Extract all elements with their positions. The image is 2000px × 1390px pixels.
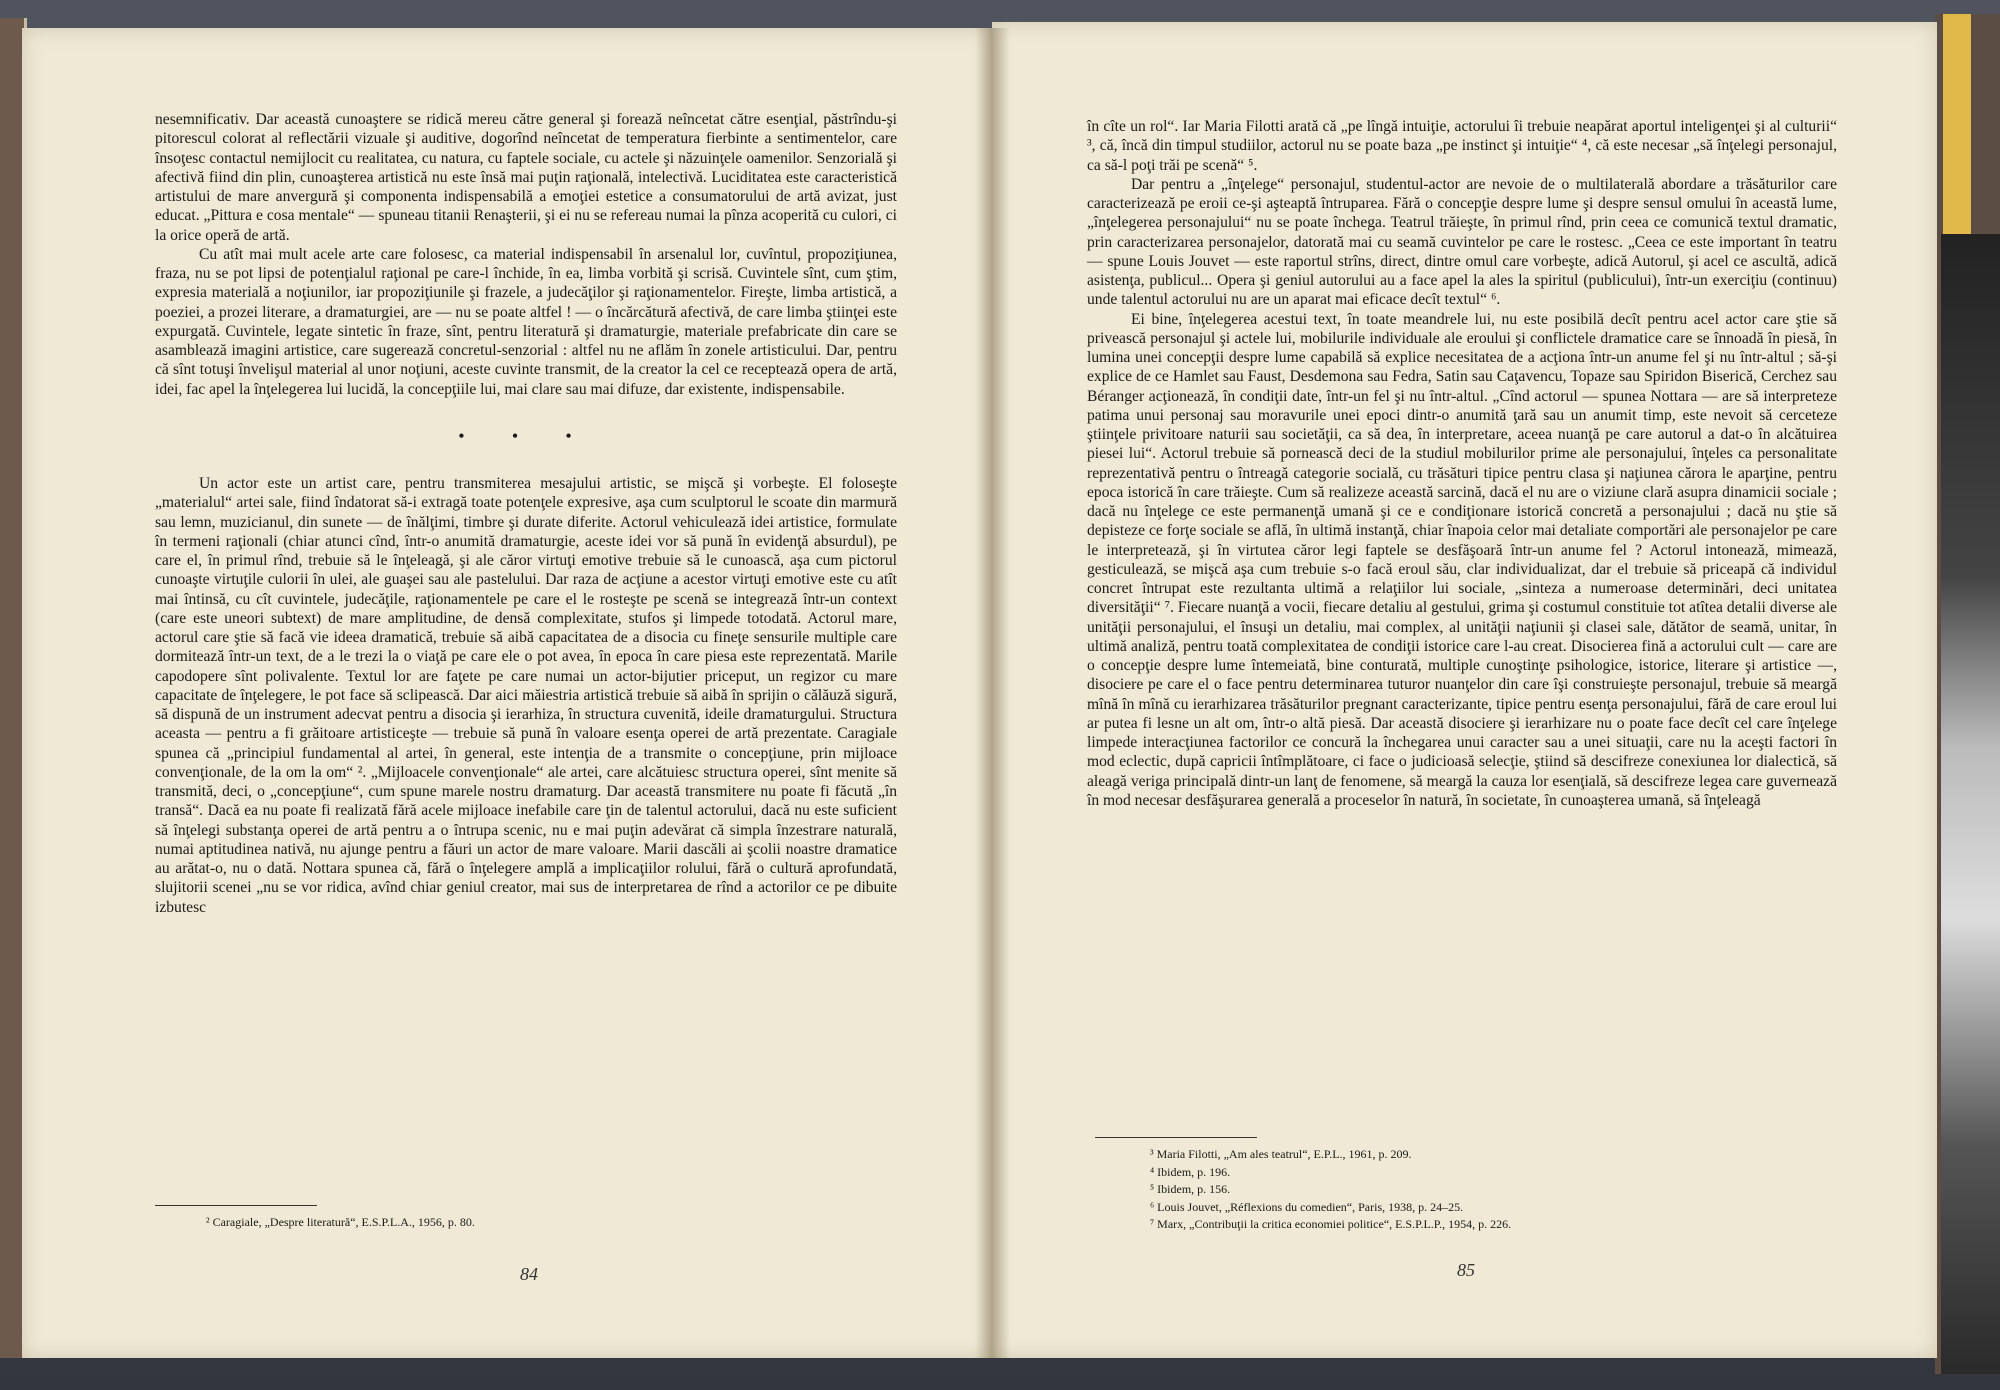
section-separator: • • • xyxy=(458,427,594,445)
footnote-5: ⁵ Ibidem, p. 156. xyxy=(1150,1182,1231,1196)
right-page-number: 85 xyxy=(1457,1260,1475,1280)
left-page-number: 84 xyxy=(520,1264,538,1284)
left-footnote-rule xyxy=(155,1205,317,1206)
left-paragraph-3: Un actor este un artist care, pentru transmiterea mesajului artistic, se mişcă şi vorbeşte. El foloseşte „materialul“ artei sale, fiind îndatorat să-i extragă toate potenţele expresive, aşa cum sculptorul le scoate din marmură sau lemn, muzicianul, din sunete — de înălţimi, timbre şi durate diferite. Actorul vehiculează idei artistice, formulate în termeni raţionali (chiar atunci cînd, într-o anumită dramaturgie, aceste idei vor să pună în evidenţă absurdul), pe care el, în primul rînd, trebuie să le înţeleagă, şi ale căror virtuţi emotive trebuie să le cunoască, aşa cum pictorul cunoaşte virtuţile culorii în ulei, ale guaşei sau ale pastelului. Dar raza de acţiune a acestor virtuţi emotive este cu atît mai întinsă, cu cît cuvintele, judecăţile, raţionamentele pe care el le rosteşte pe scenă se integrează într-un context (care este uneori subtext) de mare amplitudine, de densă complexitate, stufos şi limpede totodată. Actorul mare, actorul care ştie să facă vie ideea dramatică, trebuie să aibă capacitatea de a disocia cu fineţe sensurile multiple care dormitează într-un text, de a le trezi la o viaţă pe care ele o pot avea, în epoca în care piesa este reprezentată. Marile capodopere sînt polivalente. Textul lor are faţete pe care numai un actor-bijutier priceput, un regizor cu mare capacitate de înţelegere, le pot face să sclipească. Dar aici măiestria artistică trebuie să aibă în sprijin o călăuză sigură, să dispună de un instrument adecvat pentru a disocia şi ierarhiza, în structura cuvenită, ideile dramaturgului. Structura aceasta — pentru a fi grăitoare artisticeşte — trebuie să pună în valoare esenţa operei de artă prezentate. Caragiale spunea că „principiul fundamental al artei, în general, este intenţia de a transmite o concepţiune, prin mijloace convenţionale, de la om la om“ ². „Mijloacele convenţionale“ ale artei, care alcătuiesc structura operei, sînt menite să transmită, deci, o „concepţiune“, cum spune marele nostru dramaturg. Dar această transmitere nu poate fi făcută „în transă“. Dacă ea nu poate fi realizată fără acele mijloace inefabile care ţin de talentul actorului, dacă nu este suficient să înţelegi substanţa operei de artă pentru a o întrupa scenic, nu e mai puţin adevărat că simpla înzestrare naturală, numai aptitudinea nativă, nu ajunge pentru a făuri un actor de mare valoare. Marii dascăli ai şcolii noastre dramatice au arătat-o, nu o dată. Nottara spunea că, fără o înţelegere amplă a implicaţiilor rolului, fără o cultură aprofundată, slujitorii scenei „nu se vor ridica, avînd chiar geniul creator, mai sus de interpretarea de rînd a actorilor ce pe dibuite izbutesc xyxy=(155,475,897,916)
right-paragraph-3: Ei bine, înţelegerea acestui text, în toate meandrele lui, nu este posibilă decît pentru acel actor care ştie să privească personajul şi actele lui, mobilurile individuale ale eroului şi conflictele dramatice care se înnoadă în piesă, în lumina unei concepţii despre lume capabilă să explice necesitatea de a acţiona într-un anume fel şi nu într-altul ; să-şi explice de ce Hamlet sau Faust, Desdemona sau Fedra, Satin sau Caţavencu, Topaze sau Spiridon Biserică, Cerchez sau Béranger acţionează, în condiţii date, într-un fel şi nu într-altul. „Cînd actorul — spunea Nottara — are să interpreteze patima unui personaj sau moravurile unei epoci dintr-o anumită ţară sau un anumit timp, este nevoit să cerceteze ştiinţele privitoare naturii sau societăţii, ca să dea, în interpretare, aceea nuanţă pe care autorul a dat-o în alcătuirea piesei lui“. Actorul trebuie să pornească deci de la studiul mobilurilor prime ale personajului, înţeles ca personalitate reprezentativă pentru o întreagă categorie socială, cu trăsături tipice pentru clasa şi naţiunea cărora le aparţine, pentru epoca istorică în care trăieşte. Cum să realizeze această sarcină, dacă el nu are o viziune clară asupra dinamicii sociale ; dacă nu înţelege ce este permanenţă umană şi ce e condiţionare istorică concretă a personajului ; dacă nu ştie să depisteze ce forţe sociale se află, în ultimă instanţă, chiar înapoia celor mai detaliate comportări ale personajelor pe care le interpretează, şi în virtutea căror legi faptele se desfăşoară într-un anume fel ? Actorul intonează, mimează, gesticulează, se mişcă aşa cum trebuie s-o facă eroul său, clar individualizat, dar el trebuie să priceapă că individul concret întrupat este rezultanta ultimă a relaţiilor lui sociale, „sinteza a numeroase determinări, deci unitatea diversităţii“ ⁷. Fiecare nuanţă a vocii, fiecare detaliu al gestului, grima şi costumul constituie tot atîtea detalii diverse ale unităţii personajului, el însuşi un detaliu, mai complex, al unităţii naţiunii şi clasei sale, dătător de seamă, unitar, în ultimă analiză, pentru toată complexitatea de condiţii istorice care l-au creat. Disocierea fină a actorului cult — care are o concepţie despre lume întemeiată, bine conturată, multiple cunoştinţe psihologice, istorice, literare şi artistice —, disociere pe care el o face pentru determinarea tuturor nuanţelor din care îşi construieşte personajul, trebuie să meargă mînă în mînă cu ierarhizarea trăsăturilor pregnant caracterizante, tipice pentru esenţa personajului, fără de care eroul lui ar putea fi lesne un alt om, într-o altă piesă. Dar această disociere şi ierarhizare nu o poate face decît cel care înţelege limpede interacţiunea factorilor ce concură la închegarea unui caracter sau a unei situaţii, care nu la aceşti factori în mod eclectic, după capricii întîmplătoare, ci face o judicioasă selecţie, ştiind să descifreze conexiunea lor dialectică, să aleagă veriga principală dintr-un lanţ de fenomene, să meargă la cauza lor esenţială, să descifreze legea care guvernează în mod necesar desfăşurarea generală a proceselor în natură, în societate, în cunoaşterea umană, să înţeleagă xyxy=(1087,310,1837,809)
left-page-text xyxy=(155,110,897,917)
footnote-7: ⁷ Marx, „Contribuţii la critica economiei politice“, E.S.P.L.P., 1954, p. 226. xyxy=(1150,1217,1512,1231)
footnote-3: ³ Maria Filotti, „Am ales teatrul“, E.P.L., 1961, p. 209. xyxy=(1150,1147,1412,1161)
right-footnote-rule xyxy=(1095,1137,1257,1138)
right-page-text xyxy=(1087,117,1837,810)
book-cover-right-edge xyxy=(1935,14,2000,1374)
cover-photo-strip xyxy=(1941,234,2000,1374)
right-footnotes xyxy=(1150,1146,1850,1234)
left-paragraph-2: Cu atît mai mult acele arte care folosesc, ca material indispensabil în arsenalul lor, cuvîntul, propoziţiunea, fraza, nu se pot lipsi de potenţialul raţional pe care-l închide, în ea, limba vorbită şi scrisă. Cuvintele sînt, cum ştim, expresia materială a noţiunilor, iar propoziţiunile şi frazele, a judecăţilor şi raţionamentelor. Fireşte, limba artistică, a poeziei, a prozei literare, a dramaturgiei, are — nu se poate altfel ! — o încărcătură afectivă, de care limba ştiinţei este expurgată. Cuvintele, legate sintetic în fraze, sînt, pentru literatură şi dramaturgie, materiale prefabricate din care se asamblează imagini artistice, care sugerează concretul-senzorial : altfel nu ne aflăm în zonele artisticului. Dar, pentru că sînt totuşi învelişul material al unor noţiuni, aceste cuvinte transmit, de la creator la cel ce receptează opera de artă, idei, fac apel la înţelegerea lui lucidă, la concepţiile lui, mai clare sau mai difuze, dar existente, indispensabile. xyxy=(155,245,897,398)
footnote-4: ⁴ Ibidem, p. 196. xyxy=(1150,1164,1231,1179)
book-gutter xyxy=(975,28,1010,1358)
right-paragraph-2: Dar pentru a „înţelege“ personajul, studentul-actor are nevoie de o multilaterală abordare a trăsăturilor care caracterizează pe eroii ce-şi aşteaptă întruparea. Fără o concepţie despre lume şi despre sensul omului în această lume, „înţelegerea personajului“ nu se poate închega. Teatrul trăieşte, în primul rînd, prin ceea ce comunică textul dramatic, prin caracterizarea personajelor, datorată mai cu seamă cuvintelor pe care le rostesc. „Ceea ce este important în teatru — spune Louis Jouvet — este raportul strîns, direct, dintre omul care vorbeşte, adică Autorul, şi acel ce ascultă, adică asistenţa, publicul... Opera şi geniul autorului au a face apel la ales la spiritul (publicului), într-un exerciţiu (continuu) unde talentul actorului nu are un aparat mai eficace decît textul“ ⁶. xyxy=(1087,175,1837,309)
left-footnote: ² Caragiale, „Despre literatură“, E.S.P.L.A., 1956, p. 80. xyxy=(206,1215,475,1229)
right-paragraph-1: în cîte un rol“. Iar Maria Filotti arată că „pe lîngă intuiţie, actorului îi trebuie neapărat aportul inteligenţei şi al culturii“ ³, că, încă din timpul studiilor, actorul nu se poate baza „pe instinct şi intuiţie“ ⁴, că este necesar „să înţelegi personajul, ca să-l poţi trăi pe scenă“ ⁵. xyxy=(1087,118,1837,174)
footnote-6: ⁶ Louis Jouvet, „Réflexions du comedien“, Paris, 1938, p. 24–25. xyxy=(1150,1199,1464,1214)
left-paragraph-1: nesemnificativ. Dar această cunoaştere se ridică mereu către general şi forează neîncetat către esenţial, păstrîndu-şi pitorescul colorat al reflectării vizuale şi auditive, dogorînd neîncetat de temperatura fierbinte a sentimentelor, care însoţesc contactul nemijlocit cu realitatea, cu natura, cu faptele sociale, cu actele şi năzuinţele oamenilor. Senzorială şi afectivă fiind din plin, cunoaşterea artistică nu este însă mai puţin raţională, intelectivă. Luciditatea este caracteristică artistului de mare anvergură şi componenta indispensabilă a emoţiei estetice a consumatorului de artă avizat, just educat. „Pittura e cosa mentale“ — spuneau titanii Renaşterii, şi ei nu se refereau numai la pînza acoperită cu culori, ci la orice operă de artă. xyxy=(155,111,897,244)
cover-yellow-strip xyxy=(1943,14,1971,234)
